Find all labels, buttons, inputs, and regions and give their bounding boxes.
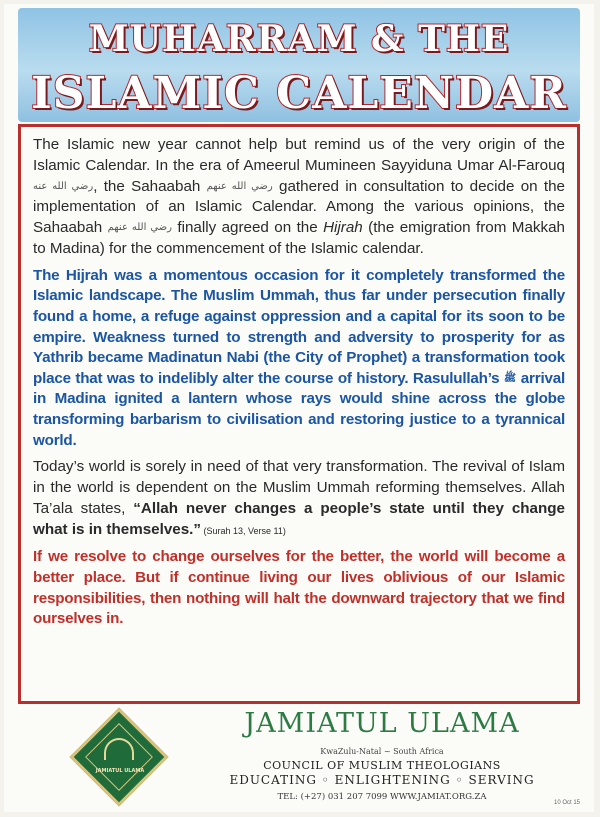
mosque-dome-icon	[104, 738, 134, 760]
logo-caption: JAMIATUL ULAMA	[95, 768, 145, 774]
title-line-1: MUHARRAM & THE	[88, 18, 510, 60]
quran-quote: “Allah never changes a people’s state until they change what is in themselves.”	[33, 499, 565, 538]
org-name: JAMIATUL ULAMA	[244, 708, 520, 739]
intro-paragraph	[33, 135, 565, 260]
hijrah-text-2: arrival in Madina ignited a lantern whose rays would shine across the globe transforming barbarism to civilisation and restoring justice to a tyrannical world.	[33, 369, 565, 449]
intro-text-1: The Islamic new year cannot help but remind us of the very origin of the Islamic Calendar. In the era of Ameerul Mumineen Sayyiduna Umar Al-Farouq	[33, 136, 565, 174]
honorific-icon: رضي الله عنهم	[206, 180, 273, 192]
title-line-2: ISLAMIC CALENDAR	[31, 68, 567, 119]
org-region: KwaZulu-Natal ~ South Africa	[320, 747, 444, 756]
title-banner	[18, 8, 580, 122]
intro-text-3: gathered in consultation to decide on the implementation of an Islamic Calendar. Among the various opinions, the Sahaabah	[33, 177, 565, 237]
hijrah-paragraph	[33, 266, 565, 451]
honorific-icon: رضي الله عنهم	[107, 222, 172, 234]
org-council: COUNCIL OF MUSLIM THEOLOGIANS	[263, 759, 501, 772]
org-tagline: EDUCATING ◦ ENLIGHTENING ◦ SERVING	[229, 773, 535, 787]
poster	[4, 4, 594, 812]
honorific-icon: رضي الله عنه	[33, 180, 94, 192]
date-code: 10 Oct 15	[554, 800, 581, 806]
intro-text-4: finally agreed on the	[171, 219, 324, 237]
intro-text-2: , the Sahaabah	[93, 177, 207, 195]
closing-paragraph: If we resolve to change ourselves for the better, the world will become a better place. But if continue living our lives oblivious of our Islamic responsibilities, then nothing will halt the downward trajectory that we find ourselves in.	[33, 548, 565, 628]
intro-text-5: (the emigration from Makkah to Madina) for the commencement of the Islamic calendar.	[33, 219, 565, 257]
salawat-icon: ﷺ	[503, 372, 517, 384]
revival-text: Today’s world is sorely in need of that very transformation. The revival of Islam in the world is dependent on the Muslim Ummah reforming themselves. Allah Ta’ala states,	[33, 458, 565, 517]
hijrah-text-1: The Hijrah was a momentous occasion for it completely transformed the Islamic landscape. The Muslim Ummah, thus far under persecution finally found a home, a refuge against oppression and a capital for its soon to be empire. Weakness turned to strength and adversity to prosperity for as Yathrib became Madinatun Nabi (the City of Prophet) a transformation took place that was to indelibly alter the course of history. Rasulullah’s	[33, 266, 565, 387]
article-body	[18, 124, 580, 704]
revival-paragraph	[33, 457, 565, 541]
hijrah-term: Hijrah	[323, 219, 363, 237]
quran-reference: (Surah 13, Verse 11)	[200, 525, 286, 536]
org-contact: TEL: (+27) 031 207 7099 WWW.JAMIAT.ORG.ZA	[277, 792, 487, 802]
